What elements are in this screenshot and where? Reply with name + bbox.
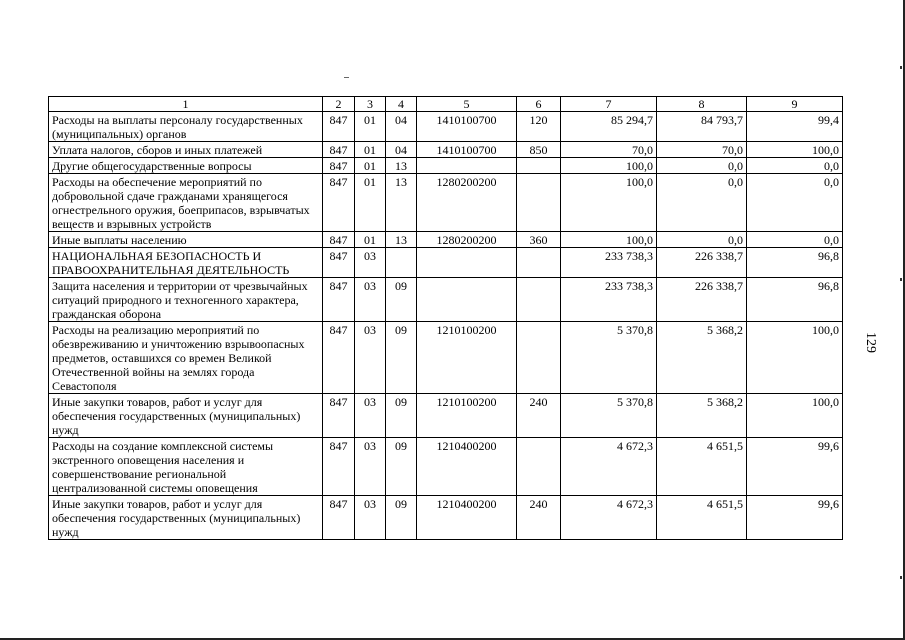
section-cell: 03 <box>355 278 386 322</box>
table-row <box>49 322 843 394</box>
page-edge-mark <box>900 278 902 281</box>
executed-amount-cell: 4 651,5 <box>657 496 747 540</box>
percent-cell: 100,0 <box>747 142 843 158</box>
header-cell: 9 <box>747 97 843 112</box>
table-row <box>49 394 843 438</box>
item-name-cell: Расходы на обеспечение мероприятий по добровольной сдаче гражданами хранящегося огнестрельного оружия, боеприпасов, взрывчатых веществ и взрывных устройств <box>49 174 323 232</box>
planned-amount-cell: 100,0 <box>561 158 657 174</box>
header-cell: 7 <box>561 97 657 112</box>
page-edge-mark <box>900 66 902 69</box>
item-name-cell: Иные выплаты населению <box>49 232 323 248</box>
section-cell: 03 <box>355 496 386 540</box>
subsection-cell <box>386 248 417 278</box>
executed-amount-cell: 0,0 <box>657 158 747 174</box>
table-row <box>49 496 843 540</box>
item-name-cell: Расходы на реализацию мероприятий по обезвреживанию и уничтожению взрывоопасных предметов, оставшихся со времен Великой Отечественной войны на землях города Севастополя <box>49 322 323 394</box>
percent-cell: 96,8 <box>747 278 843 322</box>
expense-type-cell <box>517 174 561 232</box>
target-article-cell <box>417 158 517 174</box>
planned-amount-cell: 233 738,3 <box>561 278 657 322</box>
section-cell: 01 <box>355 232 386 248</box>
item-name-cell: Защита населения и территории от чрезвычайных ситуаций природного и техногенного характера, гражданская оборона <box>49 278 323 322</box>
subsection-cell: 04 <box>386 112 417 142</box>
executed-amount-cell: 0,0 <box>657 232 747 248</box>
expense-type-cell: 850 <box>517 142 561 158</box>
percent-cell: 99,6 <box>747 496 843 540</box>
planned-amount-cell: 5 370,8 <box>561 322 657 394</box>
percent-cell: 0,0 <box>747 174 843 232</box>
code-cell: 847 <box>323 496 355 540</box>
code-cell: 847 <box>323 394 355 438</box>
expense-type-cell <box>517 278 561 322</box>
planned-amount-cell: 100,0 <box>561 174 657 232</box>
section-cell: 01 <box>355 112 386 142</box>
subsection-cell: 04 <box>386 142 417 158</box>
planned-amount-cell: 85 294,7 <box>561 112 657 142</box>
target-article-cell: 1210400200 <box>417 496 517 540</box>
item-name-cell: Уплата налогов, сборов и иных платежей <box>49 142 323 158</box>
section-cell: 03 <box>355 248 386 278</box>
target-article-cell: 1410100700 <box>417 112 517 142</box>
percent-cell: 99,6 <box>747 438 843 496</box>
code-cell: 847 <box>323 248 355 278</box>
subsection-cell: 09 <box>386 496 417 540</box>
planned-amount-cell: 100,0 <box>561 232 657 248</box>
item-name-cell: Другие общегосударственные вопросы <box>49 158 323 174</box>
item-name-cell: Иные закупки товаров, работ и услуг для обеспечения государственных (муниципальных) нужд <box>49 496 323 540</box>
expense-type-cell: 240 <box>517 496 561 540</box>
code-cell: 847 <box>323 232 355 248</box>
header-cell: 4 <box>386 97 417 112</box>
executed-amount-cell: 226 338,7 <box>657 248 747 278</box>
target-article-cell: 1210100200 <box>417 322 517 394</box>
code-cell: 847 <box>323 174 355 232</box>
planned-amount-cell: 5 370,8 <box>561 394 657 438</box>
code-cell: 847 <box>323 142 355 158</box>
subsection-cell: 09 <box>386 278 417 322</box>
table-row <box>49 438 843 496</box>
executed-amount-cell: 5 368,2 <box>657 322 747 394</box>
target-article-cell: 1210400200 <box>417 438 517 496</box>
planned-amount-cell: 233 738,3 <box>561 248 657 278</box>
section-cell: 03 <box>355 322 386 394</box>
target-article-cell: 1280200200 <box>417 232 517 248</box>
percent-cell: 100,0 <box>747 394 843 438</box>
target-article-cell: 1210100200 <box>417 394 517 438</box>
table-row <box>49 174 843 232</box>
subsection-cell: 09 <box>386 394 417 438</box>
code-cell: 847 <box>323 438 355 496</box>
executed-amount-cell: 84 793,7 <box>657 112 747 142</box>
table-row <box>49 232 843 248</box>
planned-amount-cell: 70,0 <box>561 142 657 158</box>
expense-type-cell <box>517 438 561 496</box>
expense-type-cell: 120 <box>517 112 561 142</box>
executed-amount-cell: 0,0 <box>657 174 747 232</box>
expense-type-cell <box>517 322 561 394</box>
target-article-cell <box>417 278 517 322</box>
expense-type-cell <box>517 158 561 174</box>
subsection-cell: 09 <box>386 438 417 496</box>
section-cell: 03 <box>355 394 386 438</box>
header-cell: 5 <box>417 97 517 112</box>
page-number: 129 <box>863 332 878 353</box>
item-name-cell: Расходы на создание комплексной системы экстренного оповещения населения и совершенствование региональной централизованной системы оповещения <box>49 438 323 496</box>
expense-type-cell: 360 <box>517 232 561 248</box>
header-cell: 3 <box>355 97 386 112</box>
subsection-cell: 09 <box>386 322 417 394</box>
header-cell: 6 <box>517 97 561 112</box>
expense-type-cell <box>517 248 561 278</box>
planned-amount-cell: 4 672,3 <box>561 438 657 496</box>
item-name-cell: НАЦИОНАЛЬНАЯ БЕЗОПАСНОСТЬ И ПРАВООХРАНИТЕЛЬНАЯ ДЕЯТЕЛЬНОСТЬ <box>49 248 323 278</box>
code-cell: 847 <box>323 158 355 174</box>
target-article-cell: 1280200200 <box>417 174 517 232</box>
percent-cell: 100,0 <box>747 322 843 394</box>
table-header-row <box>49 97 843 112</box>
section-cell: 01 <box>355 174 386 232</box>
target-article-cell: 1410100700 <box>417 142 517 158</box>
section-cell: 01 <box>355 158 386 174</box>
target-article-cell <box>417 248 517 278</box>
item-name-cell: Расходы на выплаты персоналу государственных (муниципальных) органов <box>49 112 323 142</box>
section-cell: 03 <box>355 438 386 496</box>
executed-amount-cell: 70,0 <box>657 142 747 158</box>
executed-amount-cell: 4 651,5 <box>657 438 747 496</box>
percent-cell: 96,8 <box>747 248 843 278</box>
scan-mark <box>344 77 349 78</box>
subsection-cell: 13 <box>386 232 417 248</box>
header-cell: 8 <box>657 97 747 112</box>
percent-cell: 0,0 <box>747 158 843 174</box>
section-cell: 01 <box>355 142 386 158</box>
executed-amount-cell: 226 338,7 <box>657 278 747 322</box>
executed-amount-cell: 5 368,2 <box>657 394 747 438</box>
code-cell: 847 <box>323 322 355 394</box>
subsection-cell: 13 <box>386 158 417 174</box>
header-cell: 2 <box>323 97 355 112</box>
table-row <box>49 278 843 322</box>
table-row <box>49 248 843 278</box>
planned-amount-cell: 4 672,3 <box>561 496 657 540</box>
page-edge-mark <box>900 576 902 579</box>
percent-cell: 0,0 <box>747 232 843 248</box>
budget-table <box>48 96 843 540</box>
table-row <box>49 142 843 158</box>
code-cell: 847 <box>323 278 355 322</box>
percent-cell: 99,4 <box>747 112 843 142</box>
code-cell: 847 <box>323 112 355 142</box>
item-name-cell: Иные закупки товаров, работ и услуг для обеспечения государственных (муниципальных) нужд <box>49 394 323 438</box>
subsection-cell: 13 <box>386 174 417 232</box>
expense-type-cell: 240 <box>517 394 561 438</box>
header-cell: 1 <box>49 97 323 112</box>
table-row <box>49 158 843 174</box>
table-row <box>49 112 843 142</box>
